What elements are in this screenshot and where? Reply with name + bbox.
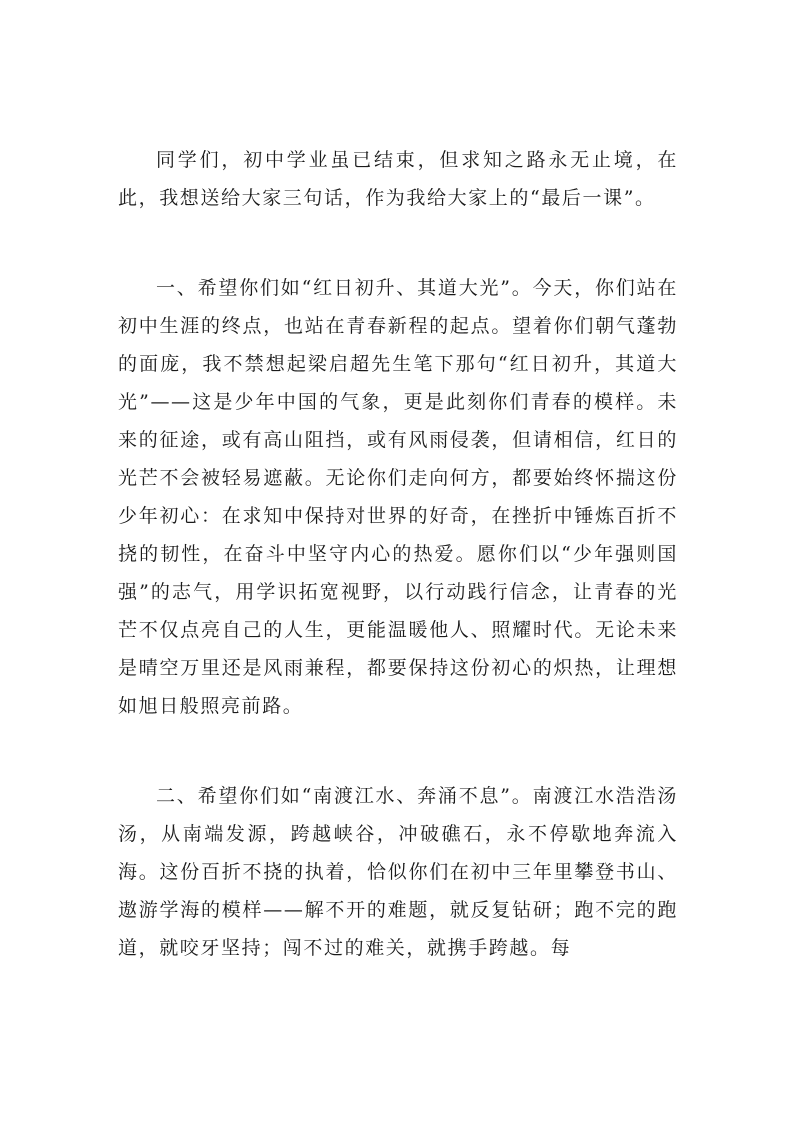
paragraph-intro: 同学们，初中学业虽已结束，但求知之路永无止境，在此，我想送给大家三句话，作为我给大家上的“最后一课”。 (118, 149, 678, 209)
paragraph-first-wish: 一、希望你们如“红日初升、其道大光”。今天，你们站在初中生涯的终点，也站在青春新程的起点。望着你们朝气蓬勃的面庞，我不禁想起梁启超先生笔下那句“红日初升，其道大光”——这是少年中国的气象，更是此刻你们青春的模样。未来的征途，或有高山阻挡，或有风雨侵袭，但请相信，红日的光芒不会被轻易遮蔽。无论你们走向何方，都要始终怀揣这份少年初心：在求知中保持对世界的好奇，在挫折中锤炼百折不挠的韧性，在奋斗中坚守内心的热爱。愿你们以“少年强则国强”的志气，用学识拓宽视野，以行动践行信念，让青春的光芒不仅点亮自己的人生，更能温暖他人、照耀时代。无论未来是晴空万里还是风雨兼程，都要保持这份初心的炽热，让理想如旭日般照亮前路。 (118, 277, 678, 717)
paragraph-second-wish: 二、希望你们如“南渡江水、奔涌不息”。南渡江水浩浩汤汤，从南端发源，跨越峡谷，冲破礁石，永不停歇地奔流入海。这份百折不挠的执着，恰似你们在初中三年里攀登书山、遨游学海的模样——解不开的难题，就反复钻研；跑不完的跑道，就咬牙坚持；闯不过的难关，就携手跨越。每 (118, 785, 678, 959)
document-body (118, 141, 678, 967)
